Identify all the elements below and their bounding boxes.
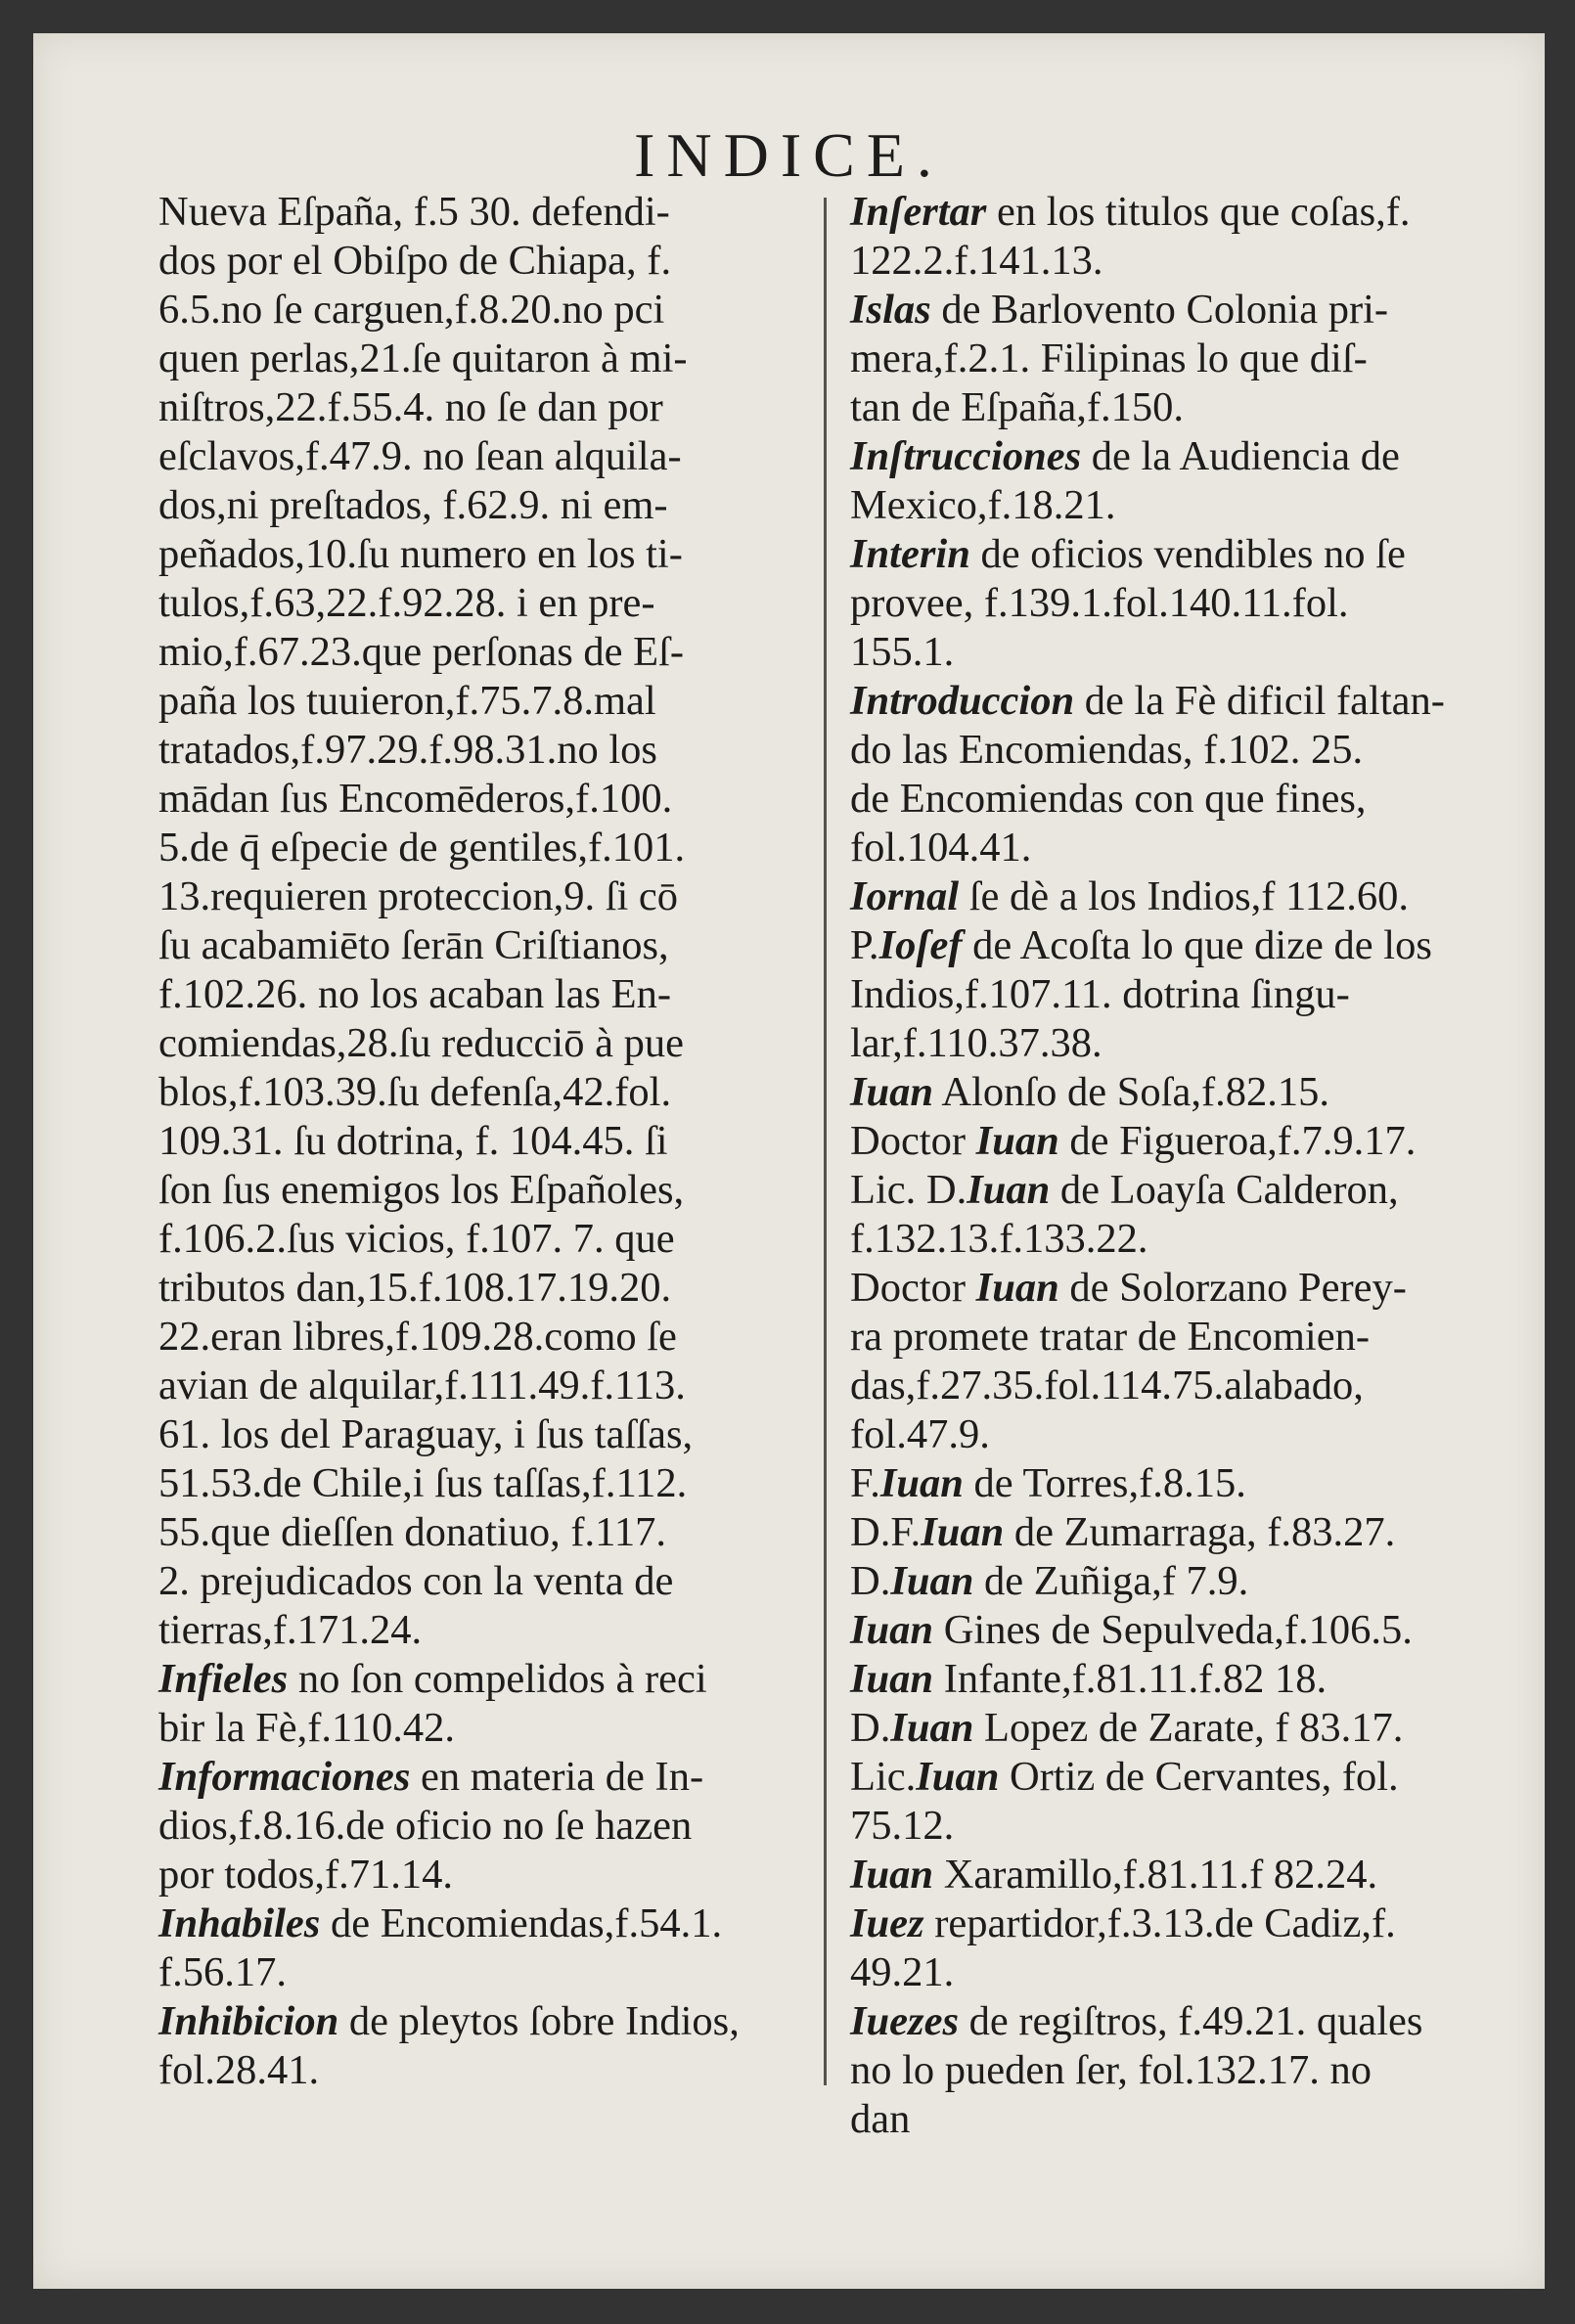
index-entry [850, 1753, 1564, 1851]
entry-line [158, 1655, 863, 1704]
entry-line [850, 970, 1564, 1019]
entry-line [850, 677, 1564, 726]
entry-line [158, 2046, 863, 2095]
entry-line [158, 872, 863, 921]
entry-text: no ſon compelidos à reci [288, 1656, 707, 1702]
index-entry [850, 1117, 1564, 1166]
entry-text: das,f.27.35.fol.114.75.alabado, [850, 1363, 1364, 1408]
entry-prefix: Lic. D. [850, 1167, 968, 1213]
entry-line [850, 1459, 1564, 1508]
entry-heading: Inhibicion [158, 1998, 339, 2044]
entry-text: dios,f.8.16.de oficio no ſe hazen [158, 1803, 693, 1849]
entry-text: Xaramillo,f.81.11.f 82.24. [933, 1852, 1378, 1898]
index-entry [850, 1068, 1564, 1117]
entry-heading: Inſertar [850, 189, 987, 235]
entry-line [850, 872, 1564, 921]
entry-text: lar,f.110.37.38. [850, 1020, 1102, 1066]
entry-text: de Zumarraga, f.83.27. [1004, 1509, 1396, 1555]
entry-text: de Figueroa,f.7.9.17. [1058, 1118, 1417, 1164]
entry-text: comiendas,28.ſu reducciō à pue [158, 1020, 684, 1066]
entry-line [158, 726, 863, 775]
entry-text: 109.31. ſu dotrina, f. 104.45. ſi [158, 1118, 668, 1164]
entry-line [158, 383, 863, 432]
entry-text: tulos,f.63,22.f.92.28. i en pre- [158, 580, 655, 626]
index-entry [850, 921, 1564, 1068]
entry-text: Alonſo de Soſa,f.82.15. [933, 1069, 1329, 1115]
entry-line [158, 1410, 863, 1459]
entry-line [158, 579, 863, 628]
entry-text: ra promete tratar de Encomien- [850, 1314, 1370, 1360]
entry-text: 122.2.f.141.13. [850, 238, 1103, 284]
entry-heading: Iornal [850, 873, 960, 919]
entry-text: tributos dan,15.f.108.17.19.20. [158, 1265, 672, 1311]
index-entry [850, 872, 1564, 921]
entry-line [850, 530, 1564, 579]
index-entry [850, 677, 1564, 872]
index-entry [158, 1899, 863, 1997]
entry-line [158, 1753, 863, 1802]
entry-text: avian de alquilar,f.111.49.f.113. [158, 1363, 686, 1408]
entry-text: 13.requieren proteccion,9. ſi cō [158, 873, 679, 919]
entry-heading: Infieles [158, 1656, 289, 1702]
entry-text: 2. prejudicados con la venta de [158, 1558, 674, 1604]
entry-text: de Encomiendas con que fines, [850, 776, 1367, 822]
entry-text: 55.que dieſſen donatiuo, f.117. [158, 1509, 666, 1555]
entry-text: tierras,f.171.24. [158, 1607, 423, 1653]
index-entry [850, 1557, 1564, 1606]
entry-heading: Iuan [890, 1705, 974, 1751]
entry-line [850, 1508, 1564, 1557]
entry-heading: Iuan [975, 1265, 1059, 1311]
entry-text: de Acoſta lo que dize de los [962, 922, 1432, 968]
entry-text: tan de Eſpaña,f.150. [850, 384, 1185, 430]
entry-line [850, 628, 1564, 677]
entry-text: de Barlovento Colonia pri- [930, 287, 1389, 333]
entry-line [850, 432, 1564, 481]
index-entry [158, 1655, 863, 1753]
index-entry [850, 1264, 1564, 1459]
entry-heading: Iuan [850, 1852, 934, 1898]
entry-text: de oficios vendibles no ſe [969, 531, 1406, 577]
entry-line [158, 1264, 863, 1313]
entry-line [850, 775, 1564, 824]
entry-text: de pleytos ſobre Indios, [338, 1998, 740, 2044]
entry-line [158, 481, 863, 530]
index-entry [158, 1753, 863, 1899]
entry-prefix: D.F. [850, 1509, 922, 1555]
index-entry [158, 188, 863, 1655]
entry-line [850, 1997, 1564, 2046]
entry-text: tratados,f.97.29.f.98.31.no los [158, 727, 657, 773]
entry-text: en materia de In- [410, 1754, 704, 1800]
entry-text: peñados,10.ſu numero en los ti- [158, 531, 683, 577]
index-entry [850, 1899, 1564, 1997]
entry-prefix: Lic. [850, 1754, 917, 1800]
entry-line [158, 1117, 863, 1166]
entry-line [158, 824, 863, 872]
entry-heading: Iuan [850, 1656, 934, 1702]
index-entry [850, 1508, 1564, 1557]
entry-line [158, 628, 863, 677]
entry-text: dos por el Obiſpo de Chiapa, f. [158, 238, 672, 284]
entry-line [850, 579, 1564, 628]
entry-text: quen perlas,21.ſe quitaron à mi- [158, 335, 688, 381]
entry-prefix: P. [850, 922, 879, 968]
entry-text: 6.5.no ſe carguen,f.8.20.no pci [158, 287, 665, 333]
entry-text: de Encomiendas,f.54.1. [320, 1900, 723, 1946]
entry-text: f.102.26. no los acaban las En- [158, 971, 672, 1017]
entry-prefix: F. [850, 1460, 880, 1506]
entry-line [158, 1606, 863, 1655]
entry-text: 51.53.de Chile,i ſus taſſas,f.112. [158, 1460, 688, 1506]
entry-line [850, 1264, 1564, 1313]
entry-line [158, 1948, 863, 1997]
entry-line [158, 1557, 863, 1606]
entry-line [850, 1068, 1564, 1117]
entry-text: provee, f.139.1.fol.140.11.fol. [850, 580, 1349, 626]
entry-heading: Iuan [921, 1509, 1005, 1555]
entry-text: ſu acabamiēto ſerān Criſtianos, [158, 922, 669, 968]
entry-line [158, 1313, 863, 1362]
entry-line [850, 1557, 1564, 1606]
index-entry [850, 1459, 1564, 1508]
index-entry [850, 1851, 1564, 1899]
index-entry [158, 1997, 863, 2095]
entry-text: 5.de q̄ eſpecie de gentiles,f.101. [158, 825, 686, 871]
index-entry [850, 286, 1564, 432]
entry-line [158, 286, 863, 335]
entry-line [850, 1313, 1564, 1362]
index-entry [850, 1166, 1564, 1264]
index-entry [850, 1704, 1564, 1753]
entry-heading: Iuan [975, 1118, 1059, 1164]
entry-text: fol.28.41. [158, 2047, 320, 2093]
entry-text: Infante,f.81.11.f.82 18. [933, 1656, 1328, 1702]
entry-text: Indios,f.107.11. dotrina ſingu- [850, 971, 1350, 1017]
entry-line [850, 1948, 1564, 1997]
entry-prefix: D. [850, 1558, 891, 1604]
entry-line [158, 1166, 863, 1215]
entry-text: f.106.2.ſus vicios, f.107. 7. que [158, 1216, 675, 1262]
entry-line [158, 1068, 863, 1117]
entry-line [158, 1851, 863, 1899]
entry-line [850, 2046, 1564, 2095]
entry-heading: Iuan [916, 1754, 1000, 1800]
entry-text: de Torres,f.8.15. [963, 1460, 1246, 1506]
entry-heading: Ioſef [878, 922, 963, 968]
entry-heading: Inſtrucciones [850, 433, 1082, 479]
entry-text: do las Encomiendas, f.102. 25. [850, 727, 1364, 773]
entry-text: fol.104.41. [850, 825, 1032, 871]
entry-text: de Loayſa Calderon, [1050, 1167, 1399, 1213]
entry-line [158, 1459, 863, 1508]
right-column [850, 188, 1564, 2144]
entry-line [158, 1362, 863, 1410]
entry-line [850, 1899, 1564, 1948]
entry-text: dos,ni preſtados, f.62.9. ni em- [158, 482, 668, 528]
page-title: INDICE. [634, 120, 944, 190]
entry-line [850, 1606, 1564, 1655]
entry-line [158, 1019, 863, 1068]
entry-line [850, 824, 1564, 872]
entry-text: de la Fè dificil faltan- [1074, 678, 1445, 724]
entry-line [158, 1215, 863, 1264]
entry-text: repartidor,f.3.13.de Cadiz,f. [923, 1900, 1396, 1946]
entry-line [850, 1019, 1564, 1068]
entry-text: ſon ſus enemigos los Eſpañoles, [158, 1167, 685, 1213]
entry-heading: Iuan [850, 1607, 934, 1653]
entry-text: de Zuñiga,f 7.9. [973, 1558, 1249, 1604]
entry-heading: Introduccion [850, 678, 1075, 724]
entry-text: de la Audiencia de [1081, 433, 1400, 479]
entry-line [158, 237, 863, 286]
entry-line [850, 1753, 1564, 1802]
entry-line [850, 1215, 1564, 1264]
entry-text: 49.21. [850, 1949, 955, 1995]
entry-text: mādan ſus Encomēderos,f.100. [158, 776, 673, 822]
entry-text: dan [850, 2096, 911, 2142]
entry-line [158, 1508, 863, 1557]
entry-text: Ortiz de Cervantes, fol. [999, 1754, 1399, 1800]
book-page [33, 33, 1545, 2289]
index-entry [850, 1606, 1564, 1655]
entry-line [850, 921, 1564, 970]
entry-line [850, 1704, 1564, 1753]
entry-text: 75.12. [850, 1803, 955, 1849]
entry-text: mera,f.2.1. Filipinas lo que diſ- [850, 335, 1368, 381]
entry-text: por todos,f.71.14. [158, 1852, 454, 1898]
entry-text: bir la Fè,f.110.42. [158, 1705, 455, 1751]
entry-line [158, 677, 863, 726]
entry-text: mio,f.67.23.que perſonas de Eſ- [158, 629, 685, 675]
entry-text: no lo pueden ſer, fol.132.17. no [850, 2047, 1372, 2093]
index-entry [850, 432, 1564, 530]
index-entry [850, 530, 1564, 677]
entry-heading: Iuan [890, 1558, 974, 1604]
entry-text: Lopez de Zarate, f 83.17. [973, 1705, 1404, 1751]
entry-text: Mexico,f.18.21. [850, 482, 1116, 528]
entry-heading: Interin [850, 531, 970, 577]
entry-line [850, 2095, 1564, 2144]
entry-line [158, 970, 863, 1019]
entry-line [158, 335, 863, 383]
entry-text: 61. los del Paraguay, i ſus taſſas, [158, 1411, 694, 1457]
entry-line [158, 1899, 863, 1948]
entry-line [850, 726, 1564, 775]
entry-text: Nueva Eſpaña, f.5 30. defendi- [158, 189, 670, 235]
entry-line [158, 432, 863, 481]
entry-line [158, 1704, 863, 1753]
entry-text: paña los tuuieron,f.75.7.8.mal [158, 678, 656, 724]
entry-heading: Iuan [879, 1460, 964, 1506]
entry-line [158, 775, 863, 824]
entry-text: 22.eran libres,f.109.28.como ſe [158, 1314, 677, 1360]
index-entry [850, 1997, 1564, 2144]
entry-text: blos,f.103.39.ſu defenſa,42.fol. [158, 1069, 672, 1115]
entry-text: 155.1. [850, 629, 955, 675]
entry-heading: Iuez [850, 1900, 924, 1946]
entry-prefix: D. [850, 1705, 891, 1751]
left-column [158, 188, 863, 2095]
entry-heading: Informaciones [158, 1754, 411, 1800]
entry-line [850, 1851, 1564, 1899]
entry-line [158, 530, 863, 579]
entry-text: f.56.17. [158, 1949, 288, 1995]
entry-line [158, 1802, 863, 1851]
entry-heading: Iuan [850, 1069, 934, 1115]
entry-heading: Islas [850, 287, 931, 333]
entry-text: eſclavos,f.47.9. no ſean alquila- [158, 433, 682, 479]
entry-text: niſtros,22.f.55.4. no ſe dan por [158, 384, 663, 430]
entry-text: en los titulos que coſas,f. [986, 189, 1411, 235]
entry-line [850, 481, 1564, 530]
entry-text: de Solorzano Perey- [1058, 1265, 1407, 1311]
entry-line [850, 237, 1564, 286]
entry-text: f.132.13.f.133.22. [850, 1216, 1148, 1262]
entry-prefix: Doctor [850, 1265, 976, 1311]
entry-line [850, 1410, 1564, 1459]
entry-line [158, 921, 863, 970]
entry-line [850, 1362, 1564, 1410]
entry-text: Gines de Sepulveda,f.106.5. [933, 1607, 1413, 1653]
entry-line [850, 335, 1564, 383]
entry-line [850, 1166, 1564, 1215]
index-entry [850, 1655, 1564, 1704]
entry-text: fol.47.9. [850, 1411, 990, 1457]
entry-heading: Iuezes [850, 1998, 959, 2044]
entry-heading: Iuan [967, 1167, 1051, 1213]
entry-line [158, 1997, 863, 2046]
entry-heading: Inhabiles [158, 1900, 321, 1946]
entry-line [850, 286, 1564, 335]
entry-line [850, 188, 1564, 237]
entry-line [850, 1655, 1564, 1704]
entry-line [850, 1117, 1564, 1166]
entry-text: de regiſtros, f.49.21. quales [958, 1998, 1423, 2044]
entry-line [850, 383, 1564, 432]
index-entry [850, 188, 1564, 286]
entry-text: ſe dè a los Indios,f 112.60. [959, 873, 1409, 919]
entry-prefix: Doctor [850, 1118, 976, 1164]
entry-line [850, 1802, 1564, 1851]
entry-line [158, 188, 863, 237]
